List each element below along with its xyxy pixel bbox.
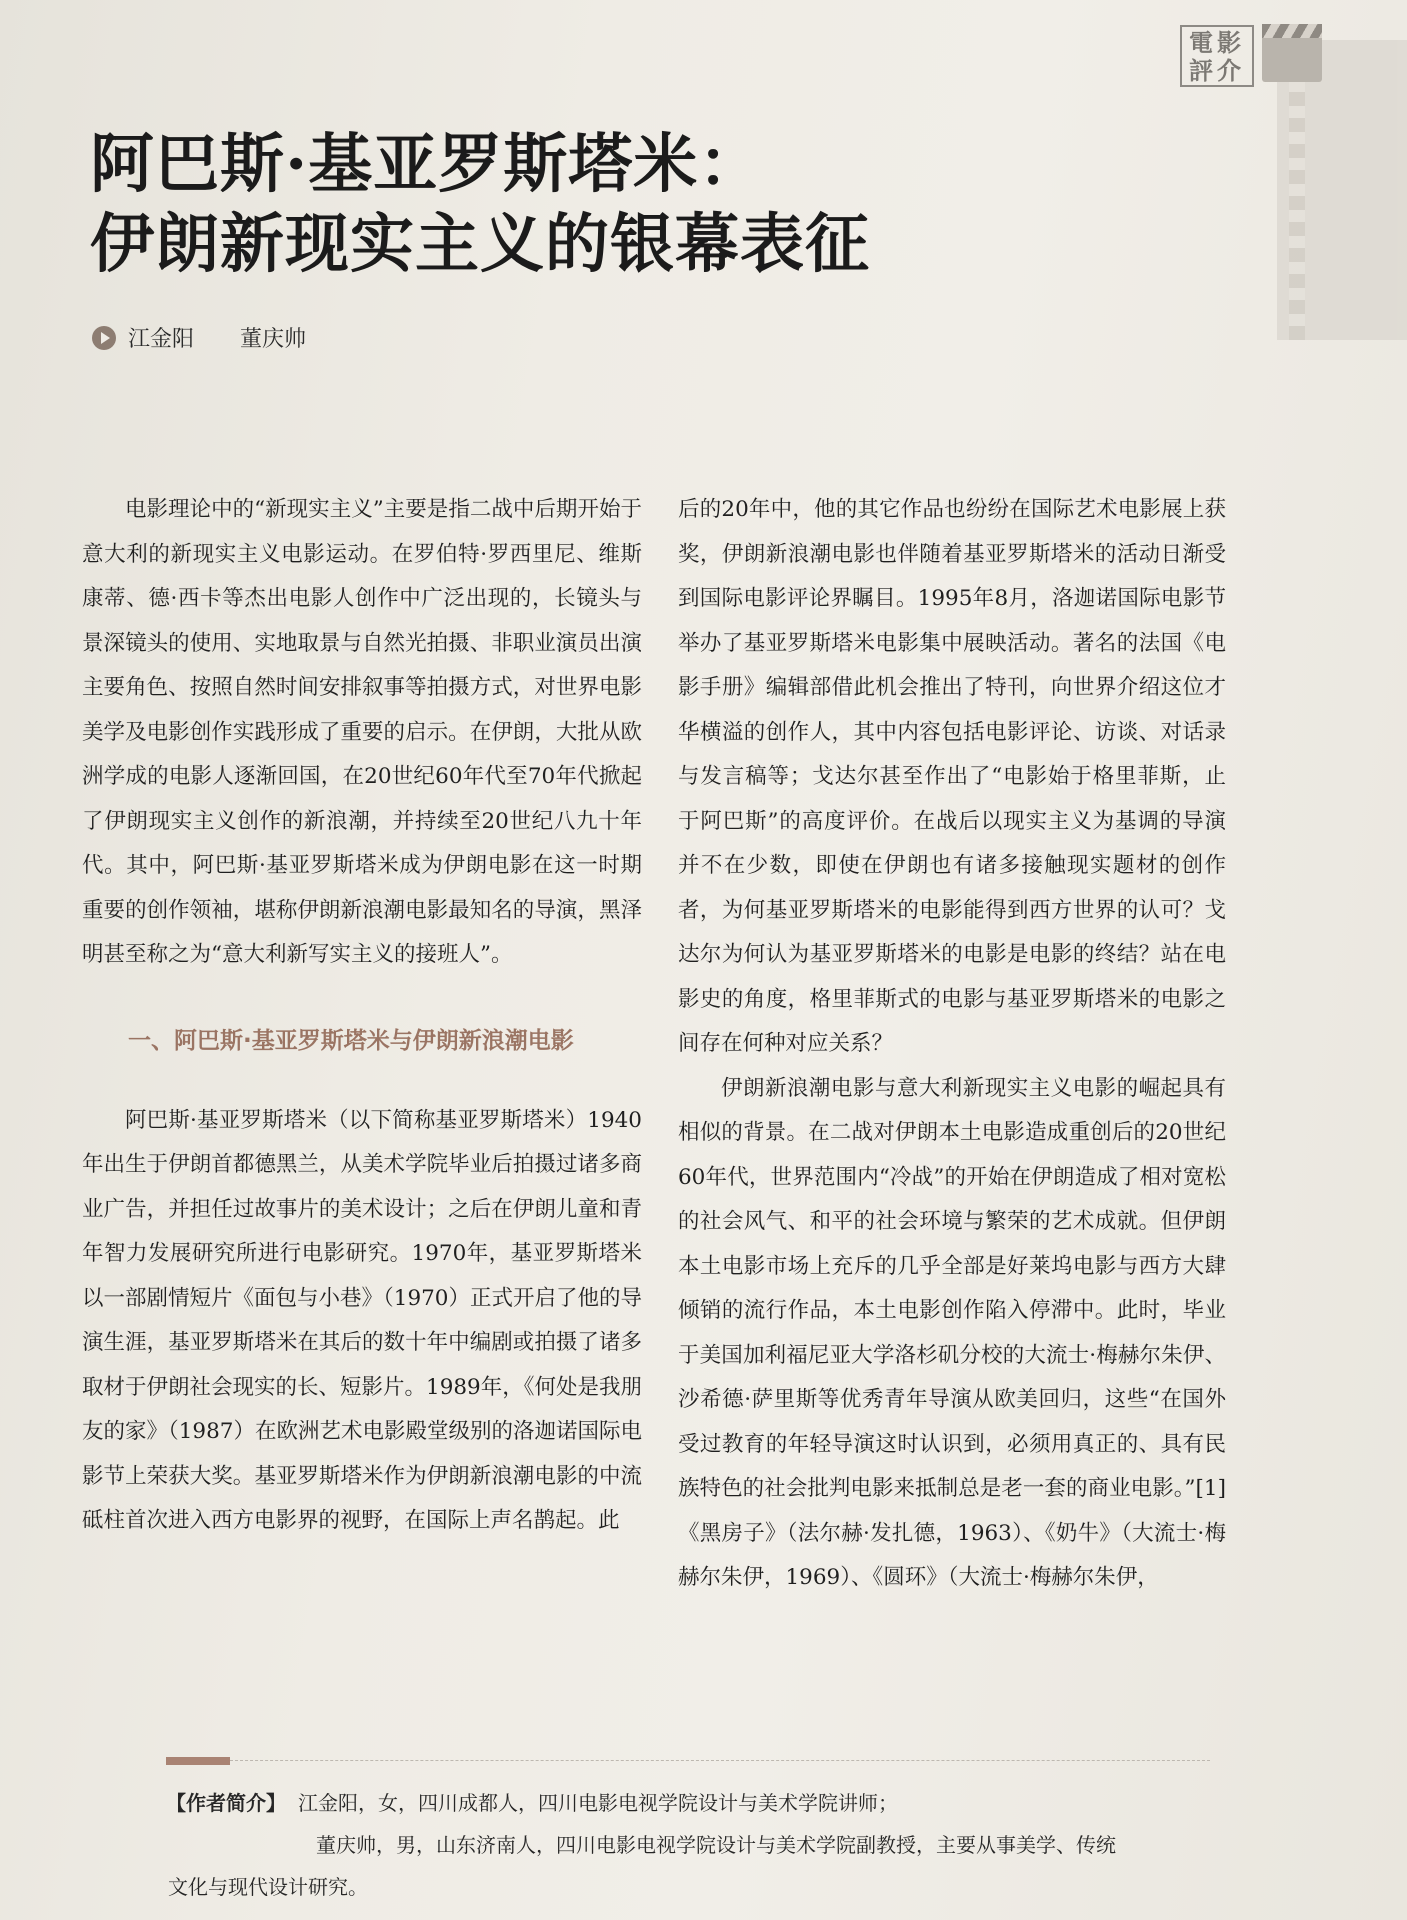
author-bio: [166, 1782, 1226, 1908]
play-icon: [92, 326, 116, 350]
author-name-1: 江金阳: [128, 327, 195, 352]
left-paragraph-1: 电影理论中的“新现实主义”主要是指二战中后期开始于意大利的新现实主义电影运动。在罗伯特·罗西里尼、维斯康蒂、德·西卡等杰出电影人创作中广泛出现的，长镜头与景深镜头的使用、实地取景与自然光拍摄、非职业演员出演主要角色、按照自然时间安排叙事等拍摄方式，对世界电影美学及电影创作实践形成了重要的启示。在伊朗，大批从欧洲学成的电影人逐渐回国，在20世纪60年代至70年代掀起了伊朗现实主义创作的新浪潮，并持续至20世纪八九十年代。其中，阿巴斯·基亚罗斯塔米成为伊朗电影在这一时期重要的创作领袖，堪称伊朗新浪潮电影最知名的导演，黑泽明甚至称之为“意大利新写实主义的接班人”。: [82, 497, 642, 967]
footer-accent-bar: [166, 1757, 230, 1765]
right-paragraph-2: 伊朗新浪潮电影与意大利新现实主义电影的崛起具有相似的背景。在二战对伊朗本土电影造成重创后的20世纪60年代，世界范围内“冷战”的开始在伊朗造成了相对宽松的社会风气、和平的社会环境与繁荣的艺术成就。但伊朗本土电影市场上充斥的几乎全部是好莱坞电影与西方大肆倾销的流行作品，本土电影创作陷入停滞中。此时，毕业于美国加利福尼亚大学洛杉矶分校的大流士·梅赫尔朱伊、沙希德·萨里斯等优秀青年导演从欧美回归，这些“在国外受过教育的年轻导演这时认识到，必须用真正的、具有民族特色的社会批判电影来抵制总是老一套的商业电影。”[1]《黑房子》（法尔赫·发扎德，1963）、《奶牛》（大流士·梅赫尔朱伊，1969）、《圆环》（大流士·梅赫尔朱伊，: [678, 1075, 1226, 1590]
author-name-2: 董庆帅: [240, 327, 307, 352]
left-paragraph-2: 阿巴斯·基亚罗斯塔米（以下简称基亚罗斯塔米）1940年出生于伊朗首都德黑兰，从美术学院毕业后拍摄过诸多商业广告，并担任过故事片的美术设计；之后在伊朗儿童和青年智力发展研究所进行电影研究。1970年，基亚罗斯塔米以一部剧情短片《面包与小巷》（1970）正式开启了他的导演生涯，基亚罗斯塔米在其后的数十年中编剧或拍摄了诸多取材于伊朗社会现实的长、短影片。1989年，《何处是我朋友的家》（1987）在欧洲艺术电影殿堂级别的洛迦诺国际电影节上荣获大奖。基亚罗斯塔米作为伊朗新浪潮电影的中流砥柱首次进入西方电影界的视野，在国际上声名鹊起。此: [82, 1107, 642, 1533]
right-paragraph-1: 后的20年中，他的其它作品也纷纷在国际艺术电影展上获奖，伊朗新浪潮电影也伴随着基亚罗斯塔米的活动日渐受到国际电影评论界瞩目。1995年8月，洛迦诺国际电影节举办了基亚罗斯塔米电影集中展映活动。著名的法国《电影手册》编辑部借此机会推出了特刊，向世界介绍这位才华横溢的创作人，其中内容包括电影评论、访谈、对话录与发言稿等；戈达尔甚至作出了“电影始于格里菲斯，止于阿巴斯”的高度评价。在战后以现实主义为基调的导演并不在少数，即使在伊朗也有诸多接触现实题材的创作者，为何基亚罗斯塔米的电影能得到西方世界的认可？戈达尔为何认为基亚罗斯塔米的电影是电影的终结？站在电影史的角度，格里菲斯式的电影与基亚罗斯塔米的电影之间存在何种对应关系？: [678, 497, 1226, 1056]
left-column: [82, 488, 642, 1544]
article-title: [90, 125, 870, 285]
footer-divider: [230, 1760, 1210, 1761]
right-column: [678, 488, 1226, 1601]
bio-label: 【作者简介】: [166, 1791, 286, 1815]
journal-logo: 電影評介: [1180, 25, 1254, 87]
clapperboard-icon: [1262, 24, 1322, 82]
title-line-2: 伊朗新现实主义的银幕表征: [90, 207, 870, 282]
section-heading: 一、阿巴斯·基亚罗斯塔米与伊朗新浪潮电影: [128, 1027, 574, 1054]
bio-line-1: [166, 1782, 1226, 1824]
author-line: [92, 322, 306, 353]
bio-line-2: 董庆帅，男，山东济南人，四川电影电视学院设计与美术学院副教授，主要从事美学、传统: [316, 1833, 1116, 1857]
film-strip-decoration: [1277, 40, 1407, 340]
bio-line-3: 文化与现代设计研究。: [168, 1875, 368, 1899]
title-line-1: 阿巴斯·基亚罗斯塔米：: [90, 127, 764, 202]
bio-text-1: 江金阳，女，四川成都人，四川电影电视学院设计与美术学院讲师；: [298, 1791, 898, 1815]
